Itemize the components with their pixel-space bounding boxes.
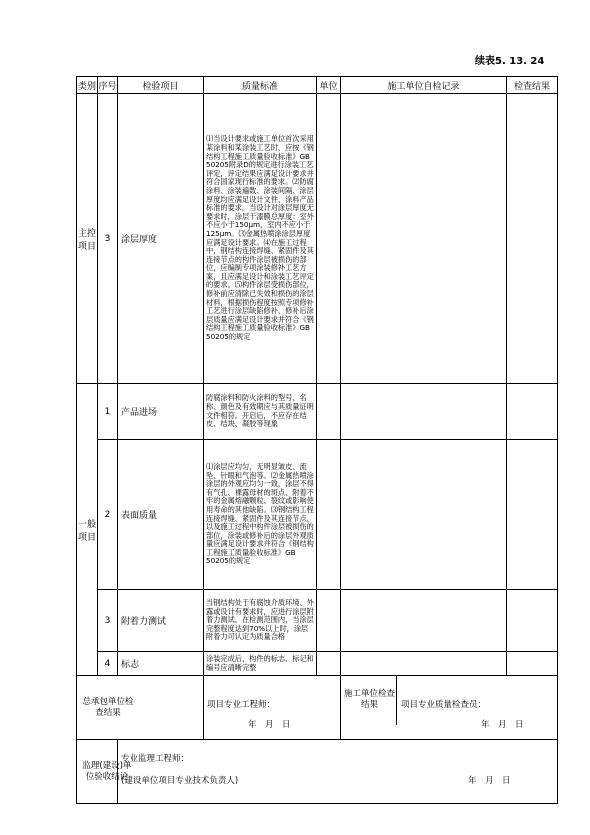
header-unit: 单位 [317, 77, 341, 94]
result-cell[interactable] [507, 590, 558, 652]
seq-cell: 1 [98, 384, 118, 440]
header-result: 检查结果 [507, 77, 558, 94]
unit-cell [317, 94, 341, 384]
header-self-check: 施工单位自检记录 [341, 77, 507, 94]
seq-cell: 4 [98, 652, 118, 676]
sign-row-supervisor [77, 740, 558, 804]
unit-cell [317, 440, 341, 590]
self-check-cell[interactable] [341, 94, 507, 384]
result-cell[interactable] [507, 440, 558, 590]
standard-cell: 涂装完成后，构件的标志、标记和编号应清晰完整 [204, 652, 317, 676]
category-main: 主控项目 [77, 94, 98, 384]
builder-label: 施工单位检查结果 [343, 676, 397, 725]
header-standard: 质量标准 [204, 77, 317, 94]
supervisor-engineer-label: 专业监理工程师： [121, 754, 190, 764]
inspection-table [76, 76, 558, 804]
table-row [77, 384, 558, 440]
header-seq: 序号 [98, 77, 118, 94]
standard-cell: ⑴当设计要求或施工单位首次采用某涂料和某涂装工艺时，应按《钢结构工程施工质量验收标准》GB 50205附录D的规定进行涂装工艺评定，评定结果应满足设计要求并符合国家现行标准的要求。⑵防腐涂料、涂装遍数、涂装间隔、涂层厚度均应满足设计文件、涂料产品标准的要求。当设计对涂层厚度无要求时，涂层干漆膜总厚度：室外不应小于150μm，室内不应小于125μm。⑶金属热喷涂涂层厚度应满足设计要求。⑷在施工过程中，钢结构连接焊缝、紧固件及其连接节点的构件涂层被损伤的部位，应编制专项涂装修补工艺方案，且应满足设计和涂装工艺评定的要求。⑸构件涂层受损伤部位，修补前应清除已失效和损伤的涂层材料，根据损伤程度按照专项修补工艺进行涂层缺陷修补，修补后涂层质量应满足设计要求并符合《钢结构工程施工质量验收标准》GB 50205的规定 [204, 94, 317, 384]
result-cell[interactable] [507, 384, 558, 440]
contractor-sign-cell[interactable] [204, 676, 341, 740]
seq-cell: 2 [98, 440, 118, 590]
seq-cell: 3 [98, 590, 118, 652]
builder-date: 年 月 日 [481, 720, 524, 730]
supervisor-label: 监理(建设)单位验收结论 [77, 740, 118, 804]
table-row [77, 440, 558, 590]
unit-cell [317, 590, 341, 652]
builder-inspector-label: 项目专业质量检查员： [401, 700, 487, 710]
unit-cell [317, 652, 341, 676]
table-row [77, 652, 558, 676]
category-general: 一般项目 [77, 384, 98, 676]
builder-sign-cell[interactable] [341, 676, 558, 740]
contractor-date: 年 月 日 [248, 720, 291, 730]
supervisor-sign-cell[interactable] [118, 740, 558, 804]
unit-cell [317, 384, 341, 440]
header-item: 检验项目 [118, 77, 204, 94]
seq-cell: 3 [98, 94, 118, 384]
sign-row-contractor [77, 676, 558, 740]
header-category: 类别 [77, 77, 98, 94]
self-check-cell[interactable] [341, 440, 507, 590]
standard-cell: 防腐涂料和防火涂料的型号、名称、颜色及有效期应与其质量证明文件相符。开启后，不应存在结皮、结块、凝胶等现象 [204, 384, 317, 440]
result-cell[interactable] [507, 652, 558, 676]
standard-cell: 当钢结构处于有腐蚀介质环境、外露或设计有要求时，应进行涂层附着力测试。在检测范围内，当涂层完整程度达到70%以上时，涂层附着力可认定为质量合格 [204, 590, 317, 652]
form-title: 续表5. 13. 24 [475, 56, 545, 67]
table-row [77, 590, 558, 652]
owner-note: (建设单位项目专业技术负责人) [121, 776, 239, 786]
contractor-engineer-label: 项目专业工程师： [207, 700, 276, 710]
result-cell[interactable] [507, 94, 558, 384]
item-cell: 产品进场 [118, 384, 204, 440]
item-cell: 附着力测试 [118, 590, 204, 652]
supervisor-date: 年 月 日 [468, 776, 511, 786]
contractor-label: 总承包单位检查结果 [77, 676, 204, 740]
standard-cell: ⑴涂层应均匀，无明显皱皮、流坠、针眼和气泡等。⑵金属热喷涂涂层的外观应均匀一致，涂层不得有气孔、裸露母材的斑点、附着不牢的金属熔融颗粒、裂纹或影响使用寿命的其他缺陷。⑶钢结构工程连接焊缝、紧固件及其连接节点，以及施工过程中构件涂层被损伤的部位，涂装或修补后的涂层外观质量应满足设计要求并符合《钢结构工程施工质量验收标准》GB 50205的规定 [204, 440, 317, 590]
item-cell: 涂层厚度 [118, 94, 204, 384]
self-check-cell[interactable] [341, 384, 507, 440]
item-cell: 标志 [118, 652, 204, 676]
header-row [77, 77, 558, 94]
self-check-cell[interactable] [341, 590, 507, 652]
item-cell: 表面质量 [118, 440, 204, 590]
self-check-cell[interactable] [341, 652, 507, 676]
table-row [77, 94, 558, 384]
